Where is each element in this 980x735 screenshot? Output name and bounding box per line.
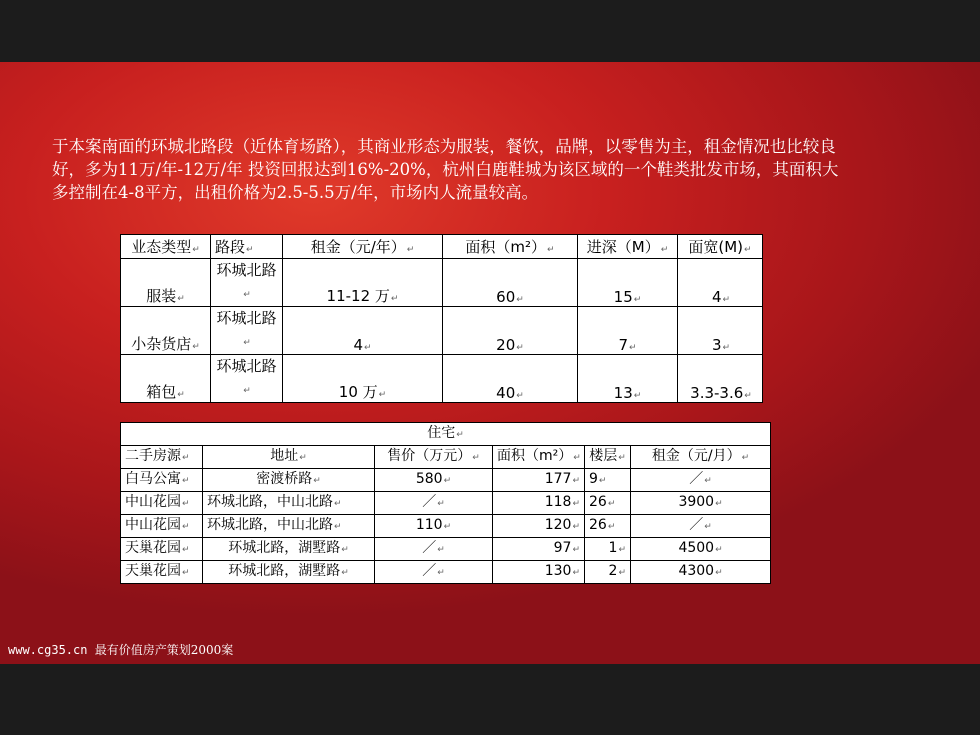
table-cell: 26 ↵	[585, 515, 631, 538]
table-cell: 4 ↵	[283, 307, 443, 355]
table-cell: 小杂货店 ↵	[121, 307, 211, 355]
table-cell: 97 ↵	[493, 538, 585, 561]
table-cell: 环城北路 ↵	[211, 307, 283, 355]
table-cell: ／ ↵	[375, 538, 493, 561]
table-cell: 4300 ↵	[631, 561, 771, 584]
table-cell: 环城北路，湖墅路 ↵	[203, 561, 375, 584]
header-cell: 租金（元/月） ↵	[631, 446, 771, 469]
top-black-bar	[0, 0, 980, 62]
table-cell: 15 ↵	[578, 259, 678, 307]
table-cell: 120 ↵	[493, 515, 585, 538]
table-cell: 环城北路 ↵	[211, 355, 283, 403]
table-row	[121, 492, 771, 515]
bottom-black-bar	[0, 664, 980, 735]
table-row	[121, 307, 763, 355]
table-cell: 环城北路，中山北路 ↵	[203, 515, 375, 538]
footer-text: 最有价值房产策划2000案	[94, 643, 234, 657]
footer-watermark	[8, 641, 233, 658]
table-cell: 118 ↵	[493, 492, 585, 515]
header-cell: 面积（m²） ↵	[493, 446, 585, 469]
header-cell: 租金（元/年） ↵	[283, 235, 443, 259]
footer-url: www.cg35.cn	[8, 643, 88, 657]
table-cell: 服装 ↵	[121, 259, 211, 307]
table-cell: 11-12 万 ↵	[283, 259, 443, 307]
header-cell: 地址 ↵	[203, 446, 375, 469]
table-cell: ／ ↵	[375, 492, 493, 515]
table-cell: 110 ↵	[375, 515, 493, 538]
table-row	[121, 259, 763, 307]
table-cell: 3.3-3.6 ↵	[678, 355, 763, 403]
table-cell: 26 ↵	[585, 492, 631, 515]
table-cell: 60 ↵	[443, 259, 578, 307]
table-row	[121, 515, 771, 538]
table-header-row	[121, 446, 771, 469]
table-cell: 3 ↵	[678, 307, 763, 355]
table-cell: 10 万 ↵	[283, 355, 443, 403]
table-cell: 环城北路，湖墅路 ↵	[203, 538, 375, 561]
header-cell: 面积（m²） ↵	[443, 235, 578, 259]
table-cell: 天巢花园 ↵	[121, 538, 203, 561]
table-caption: 住宅 ↵	[121, 423, 771, 446]
residential-listing-table	[120, 422, 771, 584]
table-row	[121, 561, 771, 584]
table-cell: 40 ↵	[443, 355, 578, 403]
header-cell: 进深（M） ↵	[578, 235, 678, 259]
table-cell: 中山花园 ↵	[121, 515, 203, 538]
table-cell: 20 ↵	[443, 307, 578, 355]
header-cell: 二手房源 ↵	[121, 446, 203, 469]
table-row	[121, 469, 771, 492]
table-cell: 环城北路 ↵	[211, 259, 283, 307]
table-cell: 密渡桥路 ↵	[203, 469, 375, 492]
header-cell: 面宽(M) ↵	[678, 235, 763, 259]
table-cell: ／ ↵	[631, 515, 771, 538]
table-cell: 天巢花园 ↵	[121, 561, 203, 584]
table-cell: 13 ↵	[578, 355, 678, 403]
intro-paragraph: 于本案南面的环城北路段（近体育场路），其商业形态为服装，餐饮，品牌，以零售为主，租金情况也比较良好，多为11万/年-12万/年 投资回报达到16%-20%，杭州白鹿鞋城为该区域的一个鞋类批发市场，其面积大多控制在4-8平方，出租价格为2.5-5.5万/年，市场内人流量较高。	[52, 137, 839, 202]
header-cell: 业态类型 ↵	[121, 235, 211, 259]
table-cell: 4500 ↵	[631, 538, 771, 561]
table-cell: 130 ↵	[493, 561, 585, 584]
table-cell: ／ ↵	[631, 469, 771, 492]
table-cell: 580 ↵	[375, 469, 493, 492]
table-header-row	[121, 235, 763, 259]
table-row	[121, 538, 771, 561]
commercial-rent-table	[120, 234, 763, 403]
table-cell: 1 ↵	[585, 538, 631, 561]
header-cell: 路段 ↵	[211, 235, 283, 259]
table-cell: 7 ↵	[578, 307, 678, 355]
table-cell: 4 ↵	[678, 259, 763, 307]
table-cell: 环城北路，中山北路 ↵	[203, 492, 375, 515]
table-cell: 箱包 ↵	[121, 355, 211, 403]
table-cell: 3900 ↵	[631, 492, 771, 515]
table-row	[121, 355, 763, 403]
table-caption-row	[121, 423, 771, 446]
table-cell: 中山花园 ↵	[121, 492, 203, 515]
table-cell: 白马公寓 ↵	[121, 469, 203, 492]
table-cell: 9 ↵	[585, 469, 631, 492]
header-cell: 售价（万元） ↵	[375, 446, 493, 469]
table-cell: 2 ↵	[585, 561, 631, 584]
table-cell: ／ ↵	[375, 561, 493, 584]
header-cell: 楼层 ↵	[585, 446, 631, 469]
table-cell: 177 ↵	[493, 469, 585, 492]
